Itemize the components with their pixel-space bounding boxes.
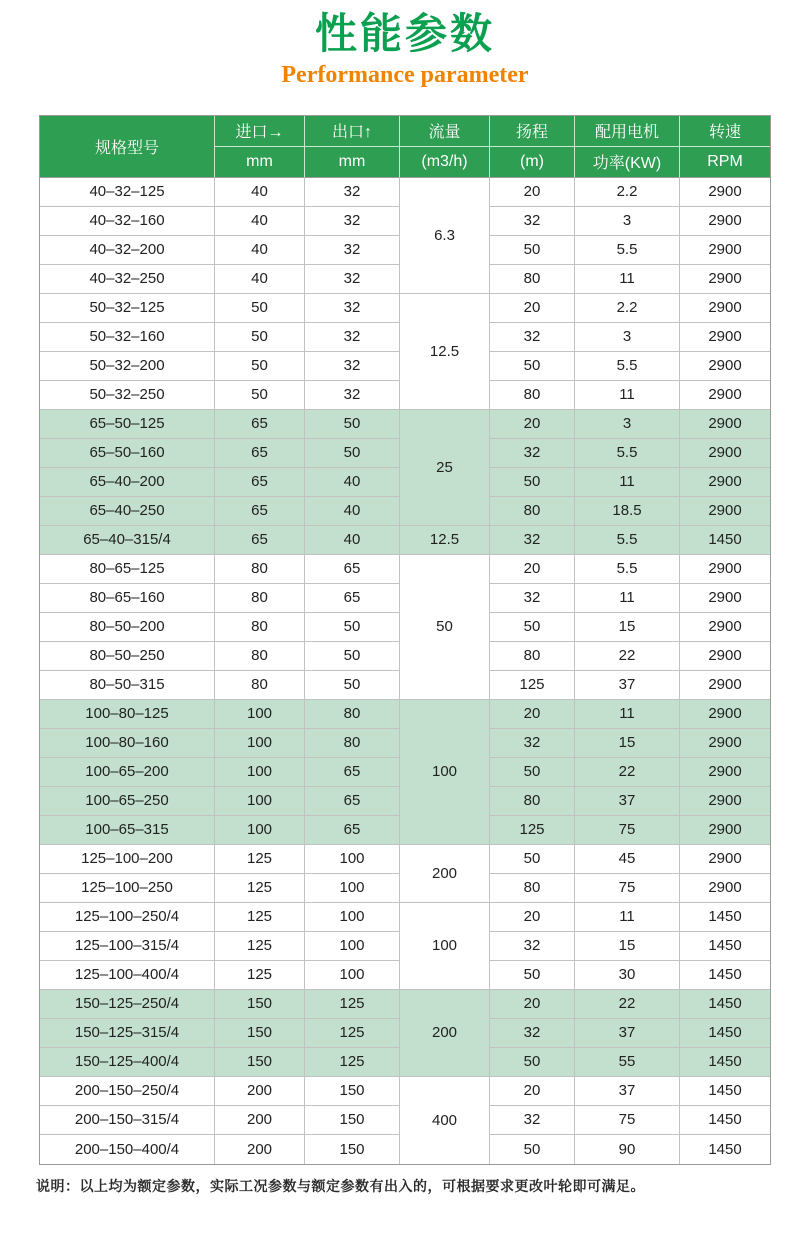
model-cell: 65–40–250 bbox=[40, 497, 215, 526]
model-cell: 40–32–250 bbox=[40, 265, 215, 294]
head-cell: 32 bbox=[490, 932, 575, 961]
power-cell: 3 bbox=[575, 410, 680, 439]
power-cell: 22 bbox=[575, 990, 680, 1019]
head-cell: 20 bbox=[490, 990, 575, 1019]
head-cell: 50 bbox=[490, 236, 575, 265]
power-cell: 15 bbox=[575, 613, 680, 642]
power-cell: 75 bbox=[575, 816, 680, 845]
inlet-cell: 125 bbox=[215, 932, 305, 961]
inlet-cell: 200 bbox=[215, 1106, 305, 1135]
inlet-cell: 150 bbox=[215, 990, 305, 1019]
inlet-cell: 65 bbox=[215, 497, 305, 526]
model-cell: 65–40–200 bbox=[40, 468, 215, 497]
header-outlet-label: 出口↑ bbox=[305, 116, 400, 147]
inlet-cell: 65 bbox=[215, 410, 305, 439]
table-row bbox=[40, 700, 770, 729]
rpm-cell: 2900 bbox=[680, 265, 770, 294]
outlet-cell: 150 bbox=[305, 1106, 400, 1135]
model-cell: 80–65–160 bbox=[40, 584, 215, 613]
flow-cell: 100 bbox=[400, 903, 490, 990]
head-cell: 32 bbox=[490, 1019, 575, 1048]
power-cell: 18.5 bbox=[575, 497, 680, 526]
outlet-cell: 32 bbox=[305, 207, 400, 236]
inlet-cell: 40 bbox=[215, 207, 305, 236]
inlet-cell: 125 bbox=[215, 874, 305, 903]
outlet-cell: 40 bbox=[305, 497, 400, 526]
inlet-cell: 80 bbox=[215, 642, 305, 671]
header-head-label: 扬程 bbox=[490, 116, 575, 147]
inlet-cell: 40 bbox=[215, 236, 305, 265]
outlet-cell: 40 bbox=[305, 526, 400, 555]
outlet-cell: 100 bbox=[305, 903, 400, 932]
power-cell: 37 bbox=[575, 787, 680, 816]
model-cell: 80–50–250 bbox=[40, 642, 215, 671]
head-cell: 32 bbox=[490, 584, 575, 613]
rpm-cell: 2900 bbox=[680, 439, 770, 468]
model-cell: 50–32–125 bbox=[40, 294, 215, 323]
head-cell: 80 bbox=[490, 642, 575, 671]
model-cell: 200–150–315/4 bbox=[40, 1106, 215, 1135]
inlet-cell: 100 bbox=[215, 816, 305, 845]
rpm-cell: 2900 bbox=[680, 700, 770, 729]
rpm-cell: 2900 bbox=[680, 410, 770, 439]
outlet-cell: 50 bbox=[305, 671, 400, 700]
model-cell: 80–65–125 bbox=[40, 555, 215, 584]
head-cell: 32 bbox=[490, 729, 575, 758]
power-cell: 22 bbox=[575, 758, 680, 787]
rpm-cell: 2900 bbox=[680, 729, 770, 758]
head-cell: 50 bbox=[490, 758, 575, 787]
inlet-cell: 40 bbox=[215, 265, 305, 294]
model-cell: 50–32–250 bbox=[40, 381, 215, 410]
model-cell: 125–100–250/4 bbox=[40, 903, 215, 932]
rpm-cell: 2900 bbox=[680, 671, 770, 700]
rpm-cell: 2900 bbox=[680, 584, 770, 613]
head-cell: 32 bbox=[490, 439, 575, 468]
rpm-cell: 2900 bbox=[680, 816, 770, 845]
outlet-cell: 32 bbox=[305, 265, 400, 294]
head-cell: 20 bbox=[490, 903, 575, 932]
header-outlet-unit: mm bbox=[305, 147, 400, 178]
rpm-cell: 1450 bbox=[680, 1106, 770, 1135]
model-cell: 200–150–250/4 bbox=[40, 1077, 215, 1106]
flow-cell: 200 bbox=[400, 990, 490, 1077]
inlet-cell: 80 bbox=[215, 613, 305, 642]
head-cell: 50 bbox=[490, 1048, 575, 1077]
power-cell: 11 bbox=[575, 381, 680, 410]
power-cell: 75 bbox=[575, 1106, 680, 1135]
outlet-cell: 50 bbox=[305, 613, 400, 642]
power-cell: 11 bbox=[575, 584, 680, 613]
outlet-cell: 32 bbox=[305, 178, 400, 207]
model-cell: 100–65–315 bbox=[40, 816, 215, 845]
rpm-cell: 1450 bbox=[680, 990, 770, 1019]
rpm-cell: 2900 bbox=[680, 294, 770, 323]
head-cell: 50 bbox=[490, 961, 575, 990]
power-cell: 11 bbox=[575, 903, 680, 932]
head-cell: 125 bbox=[490, 816, 575, 845]
head-cell: 80 bbox=[490, 265, 575, 294]
rpm-cell: 2900 bbox=[680, 555, 770, 584]
rpm-cell: 1450 bbox=[680, 932, 770, 961]
power-cell: 15 bbox=[575, 729, 680, 758]
inlet-cell: 80 bbox=[215, 671, 305, 700]
flow-cell: 12.5 bbox=[400, 526, 490, 555]
model-cell: 125–100–200 bbox=[40, 845, 215, 874]
model-cell: 125–100–250 bbox=[40, 874, 215, 903]
rpm-cell: 2900 bbox=[680, 236, 770, 265]
model-cell: 65–40–315/4 bbox=[40, 526, 215, 555]
table-row bbox=[40, 178, 770, 207]
power-cell: 75 bbox=[575, 874, 680, 903]
header-flow-unit: (m3/h) bbox=[400, 147, 490, 178]
model-cell: 80–50–315 bbox=[40, 671, 215, 700]
power-cell: 22 bbox=[575, 642, 680, 671]
model-cell: 40–32–125 bbox=[40, 178, 215, 207]
power-cell: 5.5 bbox=[575, 352, 680, 381]
power-cell: 11 bbox=[575, 265, 680, 294]
rpm-cell: 2900 bbox=[680, 613, 770, 642]
outlet-cell: 100 bbox=[305, 961, 400, 990]
inlet-cell: 125 bbox=[215, 903, 305, 932]
flow-cell: 400 bbox=[400, 1077, 490, 1164]
inlet-cell: 100 bbox=[215, 758, 305, 787]
table-row bbox=[40, 555, 770, 584]
outlet-cell: 50 bbox=[305, 410, 400, 439]
header-row-top bbox=[40, 116, 770, 147]
outlet-cell: 65 bbox=[305, 758, 400, 787]
inlet-cell: 50 bbox=[215, 352, 305, 381]
head-cell: 20 bbox=[490, 294, 575, 323]
head-cell: 32 bbox=[490, 323, 575, 352]
flow-cell: 25 bbox=[400, 410, 490, 526]
outlet-cell: 125 bbox=[305, 990, 400, 1019]
outlet-cell: 65 bbox=[305, 787, 400, 816]
head-cell: 20 bbox=[490, 410, 575, 439]
rpm-cell: 2900 bbox=[680, 787, 770, 816]
model-cell: 65–50–160 bbox=[40, 439, 215, 468]
model-cell: 200–150–400/4 bbox=[40, 1135, 215, 1164]
header-speed-label: 转速 bbox=[680, 116, 770, 147]
outlet-cell: 80 bbox=[305, 729, 400, 758]
head-cell: 32 bbox=[490, 1106, 575, 1135]
rpm-cell: 2900 bbox=[680, 381, 770, 410]
power-cell: 11 bbox=[575, 700, 680, 729]
flow-cell: 6.3 bbox=[400, 178, 490, 294]
flow-cell: 100 bbox=[400, 700, 490, 845]
head-cell: 80 bbox=[490, 381, 575, 410]
head-cell: 32 bbox=[490, 207, 575, 236]
rpm-cell: 2900 bbox=[680, 352, 770, 381]
outlet-cell: 65 bbox=[305, 584, 400, 613]
header-model: 规格型号 bbox=[40, 116, 215, 178]
rpm-cell: 1450 bbox=[680, 961, 770, 990]
power-cell: 3 bbox=[575, 207, 680, 236]
head-cell: 20 bbox=[490, 555, 575, 584]
model-cell: 50–32–160 bbox=[40, 323, 215, 352]
outlet-cell: 125 bbox=[305, 1048, 400, 1077]
power-cell: 5.5 bbox=[575, 526, 680, 555]
power-cell: 45 bbox=[575, 845, 680, 874]
inlet-cell: 40 bbox=[215, 178, 305, 207]
rpm-cell: 2900 bbox=[680, 874, 770, 903]
table-body bbox=[40, 178, 770, 1164]
flow-cell: 50 bbox=[400, 555, 490, 700]
outlet-cell: 50 bbox=[305, 642, 400, 671]
outlet-cell: 100 bbox=[305, 874, 400, 903]
inlet-cell: 100 bbox=[215, 729, 305, 758]
inlet-cell: 65 bbox=[215, 468, 305, 497]
outlet-cell: 32 bbox=[305, 294, 400, 323]
page-title: 性能参数 bbox=[314, 10, 495, 57]
outlet-cell: 32 bbox=[305, 352, 400, 381]
inlet-cell: 100 bbox=[215, 700, 305, 729]
model-cell: 150–125–400/4 bbox=[40, 1048, 215, 1077]
power-cell: 30 bbox=[575, 961, 680, 990]
header-inlet-unit: mm bbox=[215, 147, 305, 178]
head-cell: 80 bbox=[490, 874, 575, 903]
outlet-cell: 32 bbox=[305, 381, 400, 410]
head-cell: 50 bbox=[490, 352, 575, 381]
inlet-cell: 125 bbox=[215, 845, 305, 874]
outlet-cell: 65 bbox=[305, 816, 400, 845]
model-cell: 125–100–400/4 bbox=[40, 961, 215, 990]
head-cell: 80 bbox=[490, 787, 575, 816]
power-cell: 15 bbox=[575, 932, 680, 961]
power-cell: 2.2 bbox=[575, 294, 680, 323]
header-motor-unit: 功率(KW) bbox=[575, 147, 680, 178]
inlet-cell: 65 bbox=[215, 526, 305, 555]
header-head-unit: (m) bbox=[490, 147, 575, 178]
table-row bbox=[40, 1077, 770, 1106]
table-row bbox=[40, 845, 770, 874]
header-speed-unit: RPM bbox=[680, 147, 770, 178]
rpm-cell: 2900 bbox=[680, 642, 770, 671]
model-cell: 40–32–160 bbox=[40, 207, 215, 236]
rpm-cell: 1450 bbox=[680, 903, 770, 932]
inlet-cell: 200 bbox=[215, 1135, 305, 1164]
rpm-cell: 2900 bbox=[680, 845, 770, 874]
header-flow-label: 流量 bbox=[400, 116, 490, 147]
rpm-cell: 2900 bbox=[680, 323, 770, 352]
outlet-cell: 50 bbox=[305, 439, 400, 468]
model-cell: 100–80–125 bbox=[40, 700, 215, 729]
performance-table bbox=[39, 115, 771, 1165]
inlet-cell: 125 bbox=[215, 961, 305, 990]
table-row bbox=[40, 990, 770, 1019]
head-cell: 50 bbox=[490, 468, 575, 497]
power-cell: 37 bbox=[575, 1019, 680, 1048]
inlet-cell: 65 bbox=[215, 439, 305, 468]
table-row bbox=[40, 410, 770, 439]
inlet-cell: 150 bbox=[215, 1048, 305, 1077]
model-cell: 150–125–315/4 bbox=[40, 1019, 215, 1048]
inlet-cell: 50 bbox=[215, 381, 305, 410]
model-cell: 100–65–250 bbox=[40, 787, 215, 816]
rpm-cell: 2900 bbox=[680, 497, 770, 526]
outlet-cell: 150 bbox=[305, 1135, 400, 1164]
head-cell: 50 bbox=[490, 845, 575, 874]
table-row bbox=[40, 294, 770, 323]
rpm-cell: 2900 bbox=[680, 468, 770, 497]
model-cell: 65–50–125 bbox=[40, 410, 215, 439]
head-cell: 50 bbox=[490, 613, 575, 642]
inlet-cell: 80 bbox=[215, 555, 305, 584]
model-cell: 40–32–200 bbox=[40, 236, 215, 265]
model-cell: 100–80–160 bbox=[40, 729, 215, 758]
table-row bbox=[40, 526, 770, 555]
header-inlet-label: 进口→ bbox=[215, 116, 305, 147]
flow-cell: 200 bbox=[400, 845, 490, 903]
rpm-cell: 2900 bbox=[680, 178, 770, 207]
power-cell: 2.2 bbox=[575, 178, 680, 207]
outlet-cell: 125 bbox=[305, 1019, 400, 1048]
table-header bbox=[40, 116, 770, 178]
rpm-cell: 2900 bbox=[680, 758, 770, 787]
rpm-cell: 1450 bbox=[680, 1019, 770, 1048]
outlet-cell: 32 bbox=[305, 236, 400, 265]
header-motor-label: 配用电机 bbox=[575, 116, 680, 147]
head-cell: 32 bbox=[490, 526, 575, 555]
rpm-cell: 1450 bbox=[680, 1048, 770, 1077]
outlet-cell: 150 bbox=[305, 1077, 400, 1106]
power-cell: 55 bbox=[575, 1048, 680, 1077]
head-cell: 20 bbox=[490, 178, 575, 207]
model-cell: 100–65–200 bbox=[40, 758, 215, 787]
rpm-cell: 1450 bbox=[680, 1135, 770, 1164]
power-cell: 37 bbox=[575, 671, 680, 700]
flow-cell: 12.5 bbox=[400, 294, 490, 410]
inlet-cell: 50 bbox=[215, 323, 305, 352]
footnote: 说明：以上均为额定参数，实际工况参数与额定参数有出入的，可根据要求更改叶轮即可满足。 bbox=[36, 1177, 645, 1194]
outlet-cell: 40 bbox=[305, 468, 400, 497]
head-cell: 50 bbox=[490, 1135, 575, 1164]
power-cell: 5.5 bbox=[575, 555, 680, 584]
rpm-cell: 1450 bbox=[680, 1077, 770, 1106]
power-cell: 90 bbox=[575, 1135, 680, 1164]
table-row bbox=[40, 903, 770, 932]
model-cell: 150–125–250/4 bbox=[40, 990, 215, 1019]
outlet-cell: 100 bbox=[305, 845, 400, 874]
outlet-cell: 32 bbox=[305, 323, 400, 352]
power-cell: 11 bbox=[575, 468, 680, 497]
inlet-cell: 150 bbox=[215, 1019, 305, 1048]
model-cell: 125–100–315/4 bbox=[40, 932, 215, 961]
outlet-cell: 100 bbox=[305, 932, 400, 961]
inlet-cell: 50 bbox=[215, 294, 305, 323]
head-cell: 125 bbox=[490, 671, 575, 700]
inlet-cell: 200 bbox=[215, 1077, 305, 1106]
head-cell: 80 bbox=[490, 497, 575, 526]
rpm-cell: 2900 bbox=[680, 207, 770, 236]
power-cell: 3 bbox=[575, 323, 680, 352]
inlet-cell: 80 bbox=[215, 584, 305, 613]
inlet-cell: 100 bbox=[215, 787, 305, 816]
power-cell: 37 bbox=[575, 1077, 680, 1106]
page-subtitle: Performance parameter bbox=[281, 62, 529, 89]
power-cell: 5.5 bbox=[575, 236, 680, 265]
model-cell: 80–50–200 bbox=[40, 613, 215, 642]
head-cell: 20 bbox=[490, 700, 575, 729]
outlet-cell: 65 bbox=[305, 555, 400, 584]
model-cell: 50–32–200 bbox=[40, 352, 215, 381]
rpm-cell: 1450 bbox=[680, 526, 770, 555]
head-cell: 20 bbox=[490, 1077, 575, 1106]
power-cell: 5.5 bbox=[575, 439, 680, 468]
outlet-cell: 80 bbox=[305, 700, 400, 729]
